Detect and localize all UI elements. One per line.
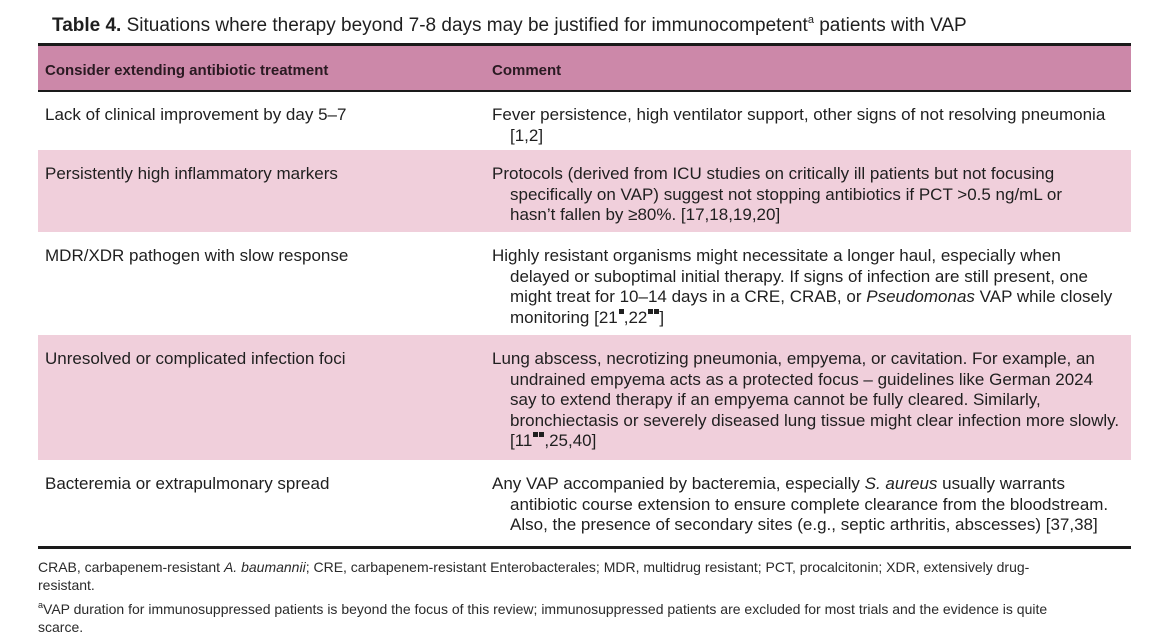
comment-line: Highly resistant organisms might necessitate a longer haul, especially when [492, 246, 1061, 265]
comment-text: Any VAP accompanied by bacteremia, especially [492, 474, 860, 493]
comment-text: ,22 [623, 307, 648, 327]
comment-line: antibiotic course extension to ensure complete clearance from the bloodstream. [510, 494, 1109, 514]
comment-text: monitoring [21 [510, 307, 618, 327]
comment-line [492, 474, 1122, 495]
row-label: MDR/XDR pathogen with slow response [45, 246, 349, 265]
immunosuppressed-footnote [38, 596, 1118, 636]
comment-line [492, 431, 1122, 452]
row-comment [492, 164, 1122, 226]
comment-line: hasn’t fallen by ≥80%. [17,18,19,20] [510, 205, 781, 224]
comment-text: ,25,40] [544, 431, 597, 450]
row-comment [492, 246, 1122, 328]
row-label: Lack of clinical improvement by day 5–7 [45, 105, 347, 124]
row-comment [492, 474, 1122, 536]
comment-line: Lung abscess, necrotizing pneumonia, empyema, or cavitation. For example, an [492, 349, 1095, 368]
comment-line: bronchiectasis or severely diseased lung tissue might clear infection more slowly. [510, 410, 1120, 430]
comment-line: Protocols (derived from ICU studies on critically ill patients but not focusing [492, 164, 1055, 183]
footnote-line: scarce. [38, 619, 84, 635]
comment-line: Fever persistence, high ventilator support, other signs of not resolving pneumonia [492, 105, 1106, 124]
row-comment [492, 105, 1122, 146]
comment-italic-text: S. aureus [864, 474, 938, 493]
comment-line: specifically on VAP) suggest not stopping antibiotics if PCT >0.5 ng/mL or [510, 184, 1063, 204]
row-label: Bacteremia or extrapulmonary spread [45, 474, 330, 493]
comment-line: undrained empyema acts as a protected focus – guidelines like German 2024 [510, 369, 1094, 389]
comment-text: VAP while closely [979, 287, 1113, 306]
key-reference-marker [648, 309, 653, 314]
comment-line: [1,2] [510, 125, 544, 145]
table-label: Table 4. [52, 15, 122, 36]
row-label: Persistently high inflammatory markers [45, 164, 338, 183]
footnote-text: ; CRE, carbapenem-resistant Enterobacterales; MDR, multidrug resistant; PCT, procalcitonin; XDR, extensively drug- [305, 559, 1030, 575]
caption-text-before: Situations where therapy beyond 7-8 days may be justified for immunocompetent [126, 15, 808, 36]
footnote-line [38, 558, 1118, 576]
footnote-italic-text: A. baumannii [223, 559, 306, 575]
comment-italic-text: Pseudomonas [866, 287, 975, 306]
comment-line [492, 308, 1122, 329]
comment-line: Also, the presence of secondary sites (e.g., septic arthritis, abscesses) [37,38] [510, 515, 1098, 534]
comment-line: delayed or suboptimal initial therapy. If signs of infection are still present, one [510, 266, 1088, 286]
comment-line [492, 287, 1122, 308]
comment-text: ] [659, 307, 665, 327]
column-header-comment: Comment [492, 62, 562, 79]
comment-text: usually warrants [942, 474, 1065, 493]
row-comment [492, 349, 1122, 452]
table-caption [52, 14, 967, 37]
footnote-text: CRAB, carbapenem-resistant [38, 559, 221, 575]
caption-footnote-marker: a [807, 14, 814, 26]
key-reference-marker [533, 432, 538, 437]
abbreviations-footnote [38, 558, 1118, 594]
footnote-marker: a [38, 600, 44, 610]
column-header-consider: Consider extending antibiotic treatment [45, 62, 329, 79]
comment-line: say to extend therapy if an empyema cannot be fully cleared. Similarly, [510, 390, 1041, 409]
bottom-rule [38, 546, 1131, 549]
row-label: Unresolved or complicated infection foci [45, 349, 346, 368]
caption-text-after: patients with VAP [819, 15, 967, 36]
footnote-line [38, 596, 1118, 618]
comment-text: might treat for 10–14 days in a CRE, CRAB, or [510, 287, 862, 306]
comment-text: [11 [510, 431, 533, 450]
footnote-text: VAP duration for immunosuppressed patients is beyond the focus of this review; immunosuppressed patients are excluded for most trials and the evidence is quite [43, 601, 1048, 617]
footnote-line: resistant. [38, 577, 95, 593]
